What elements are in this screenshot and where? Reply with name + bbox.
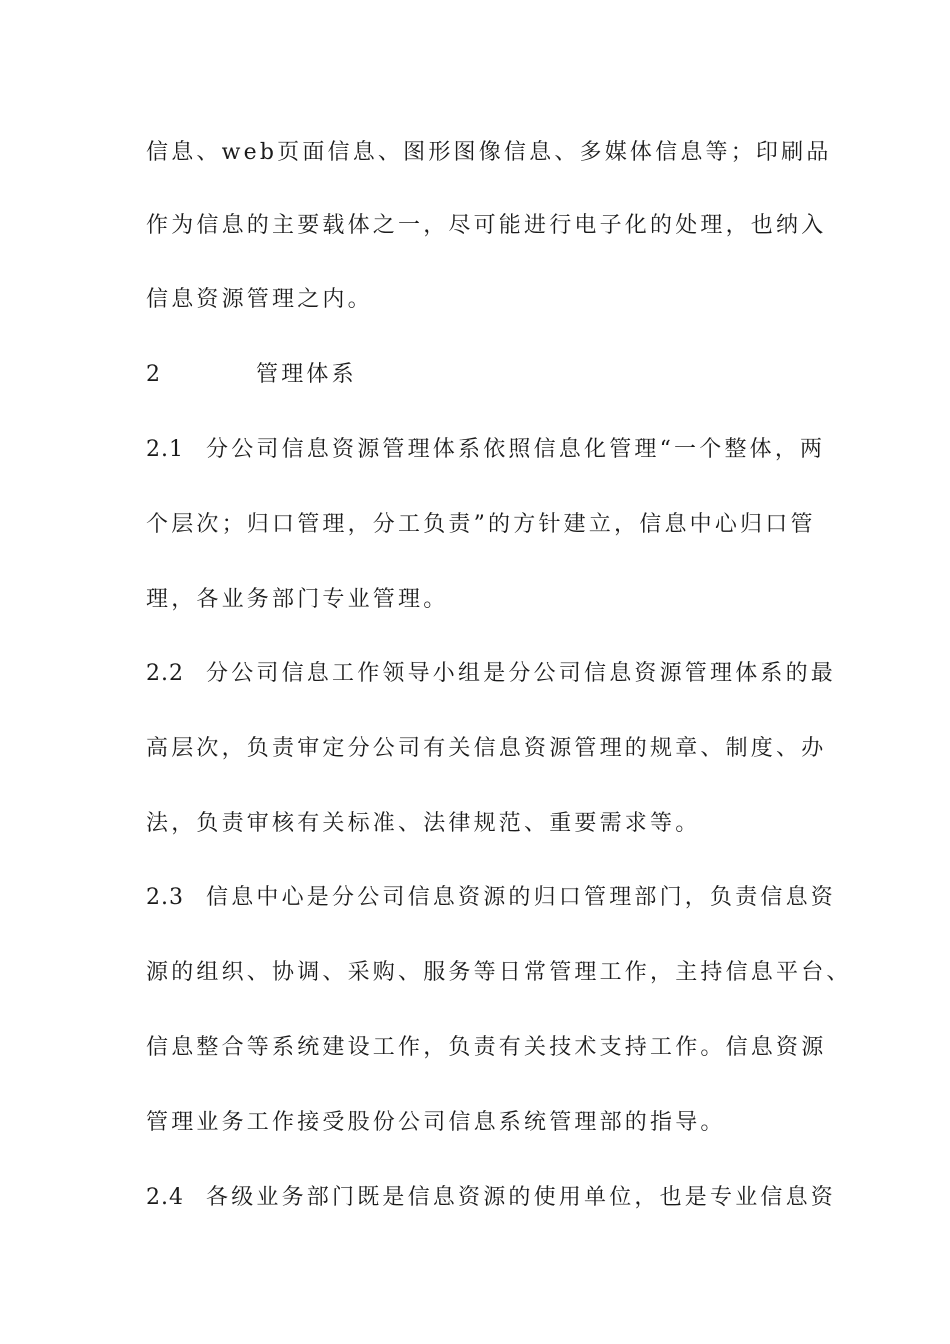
line-text: 分公司信息工作领导小组是分公司信息资源管理体系的最 bbox=[206, 661, 837, 686]
line-text: 信息整合等系统建设工作，负责有关技术支持工作。信息资源 bbox=[146, 1035, 827, 1060]
section-heading bbox=[146, 360, 826, 390]
line-text: 作为信息的主要载体之一，尽可能进行电子化的处理，也纳入 bbox=[146, 213, 827, 238]
line-text: 源的组织、协调、采购、服务等日常管理工作，主持信息平台、 bbox=[146, 960, 852, 985]
section-title: 管理体系 bbox=[256, 362, 357, 387]
paragraph-line bbox=[146, 1108, 826, 1138]
clause-number: 2.2 bbox=[146, 661, 184, 686]
line-text: 信息中心是分公司信息资源的归口管理部门，负责信息资 bbox=[206, 885, 837, 910]
paragraph-line bbox=[146, 734, 826, 764]
line-text: 法，负责审核有关标准、法律规范、重要需求等。 bbox=[146, 811, 701, 836]
paragraph-line bbox=[146, 138, 832, 168]
line-text: 管理业务工作接受股份公司信息系统管理部的指导。 bbox=[146, 1110, 726, 1135]
clause-number: 2.3 bbox=[146, 885, 184, 910]
line-text: 理，各业务部门专业管理。 bbox=[146, 587, 449, 612]
line-text: 信息、web页面信息、图形图像信息、多媒体信息等；印刷品 bbox=[146, 140, 832, 165]
paragraph-line bbox=[146, 1033, 826, 1063]
paragraph-line bbox=[146, 285, 826, 315]
clause-line bbox=[146, 1183, 837, 1213]
clause-line bbox=[146, 883, 837, 913]
section-number: 2 bbox=[146, 362, 164, 387]
line-text: 分公司信息资源管理体系依照信息化管理“一个整体，两 bbox=[206, 437, 826, 462]
paragraph-line bbox=[146, 809, 826, 839]
clause-line bbox=[146, 659, 837, 689]
paragraph-line bbox=[146, 211, 826, 241]
line-text: 信息资源管理之内。 bbox=[146, 287, 373, 312]
line-text: 高层次，负责审定分公司有关信息资源管理的规章、制度、办 bbox=[146, 736, 827, 761]
paragraph-line bbox=[146, 958, 852, 988]
paragraph-line bbox=[146, 585, 826, 615]
line-text: 各级业务部门既是信息资源的使用单位，也是专业信息资 bbox=[206, 1185, 837, 1210]
clause-number: 2.1 bbox=[146, 437, 184, 462]
paragraph-line bbox=[146, 510, 826, 540]
clause-number: 2.4 bbox=[146, 1185, 184, 1210]
clause-line bbox=[146, 435, 826, 465]
line-text: 个层次；归口管理，分工负责”的方针建立，信息中心归口管 bbox=[146, 512, 816, 537]
